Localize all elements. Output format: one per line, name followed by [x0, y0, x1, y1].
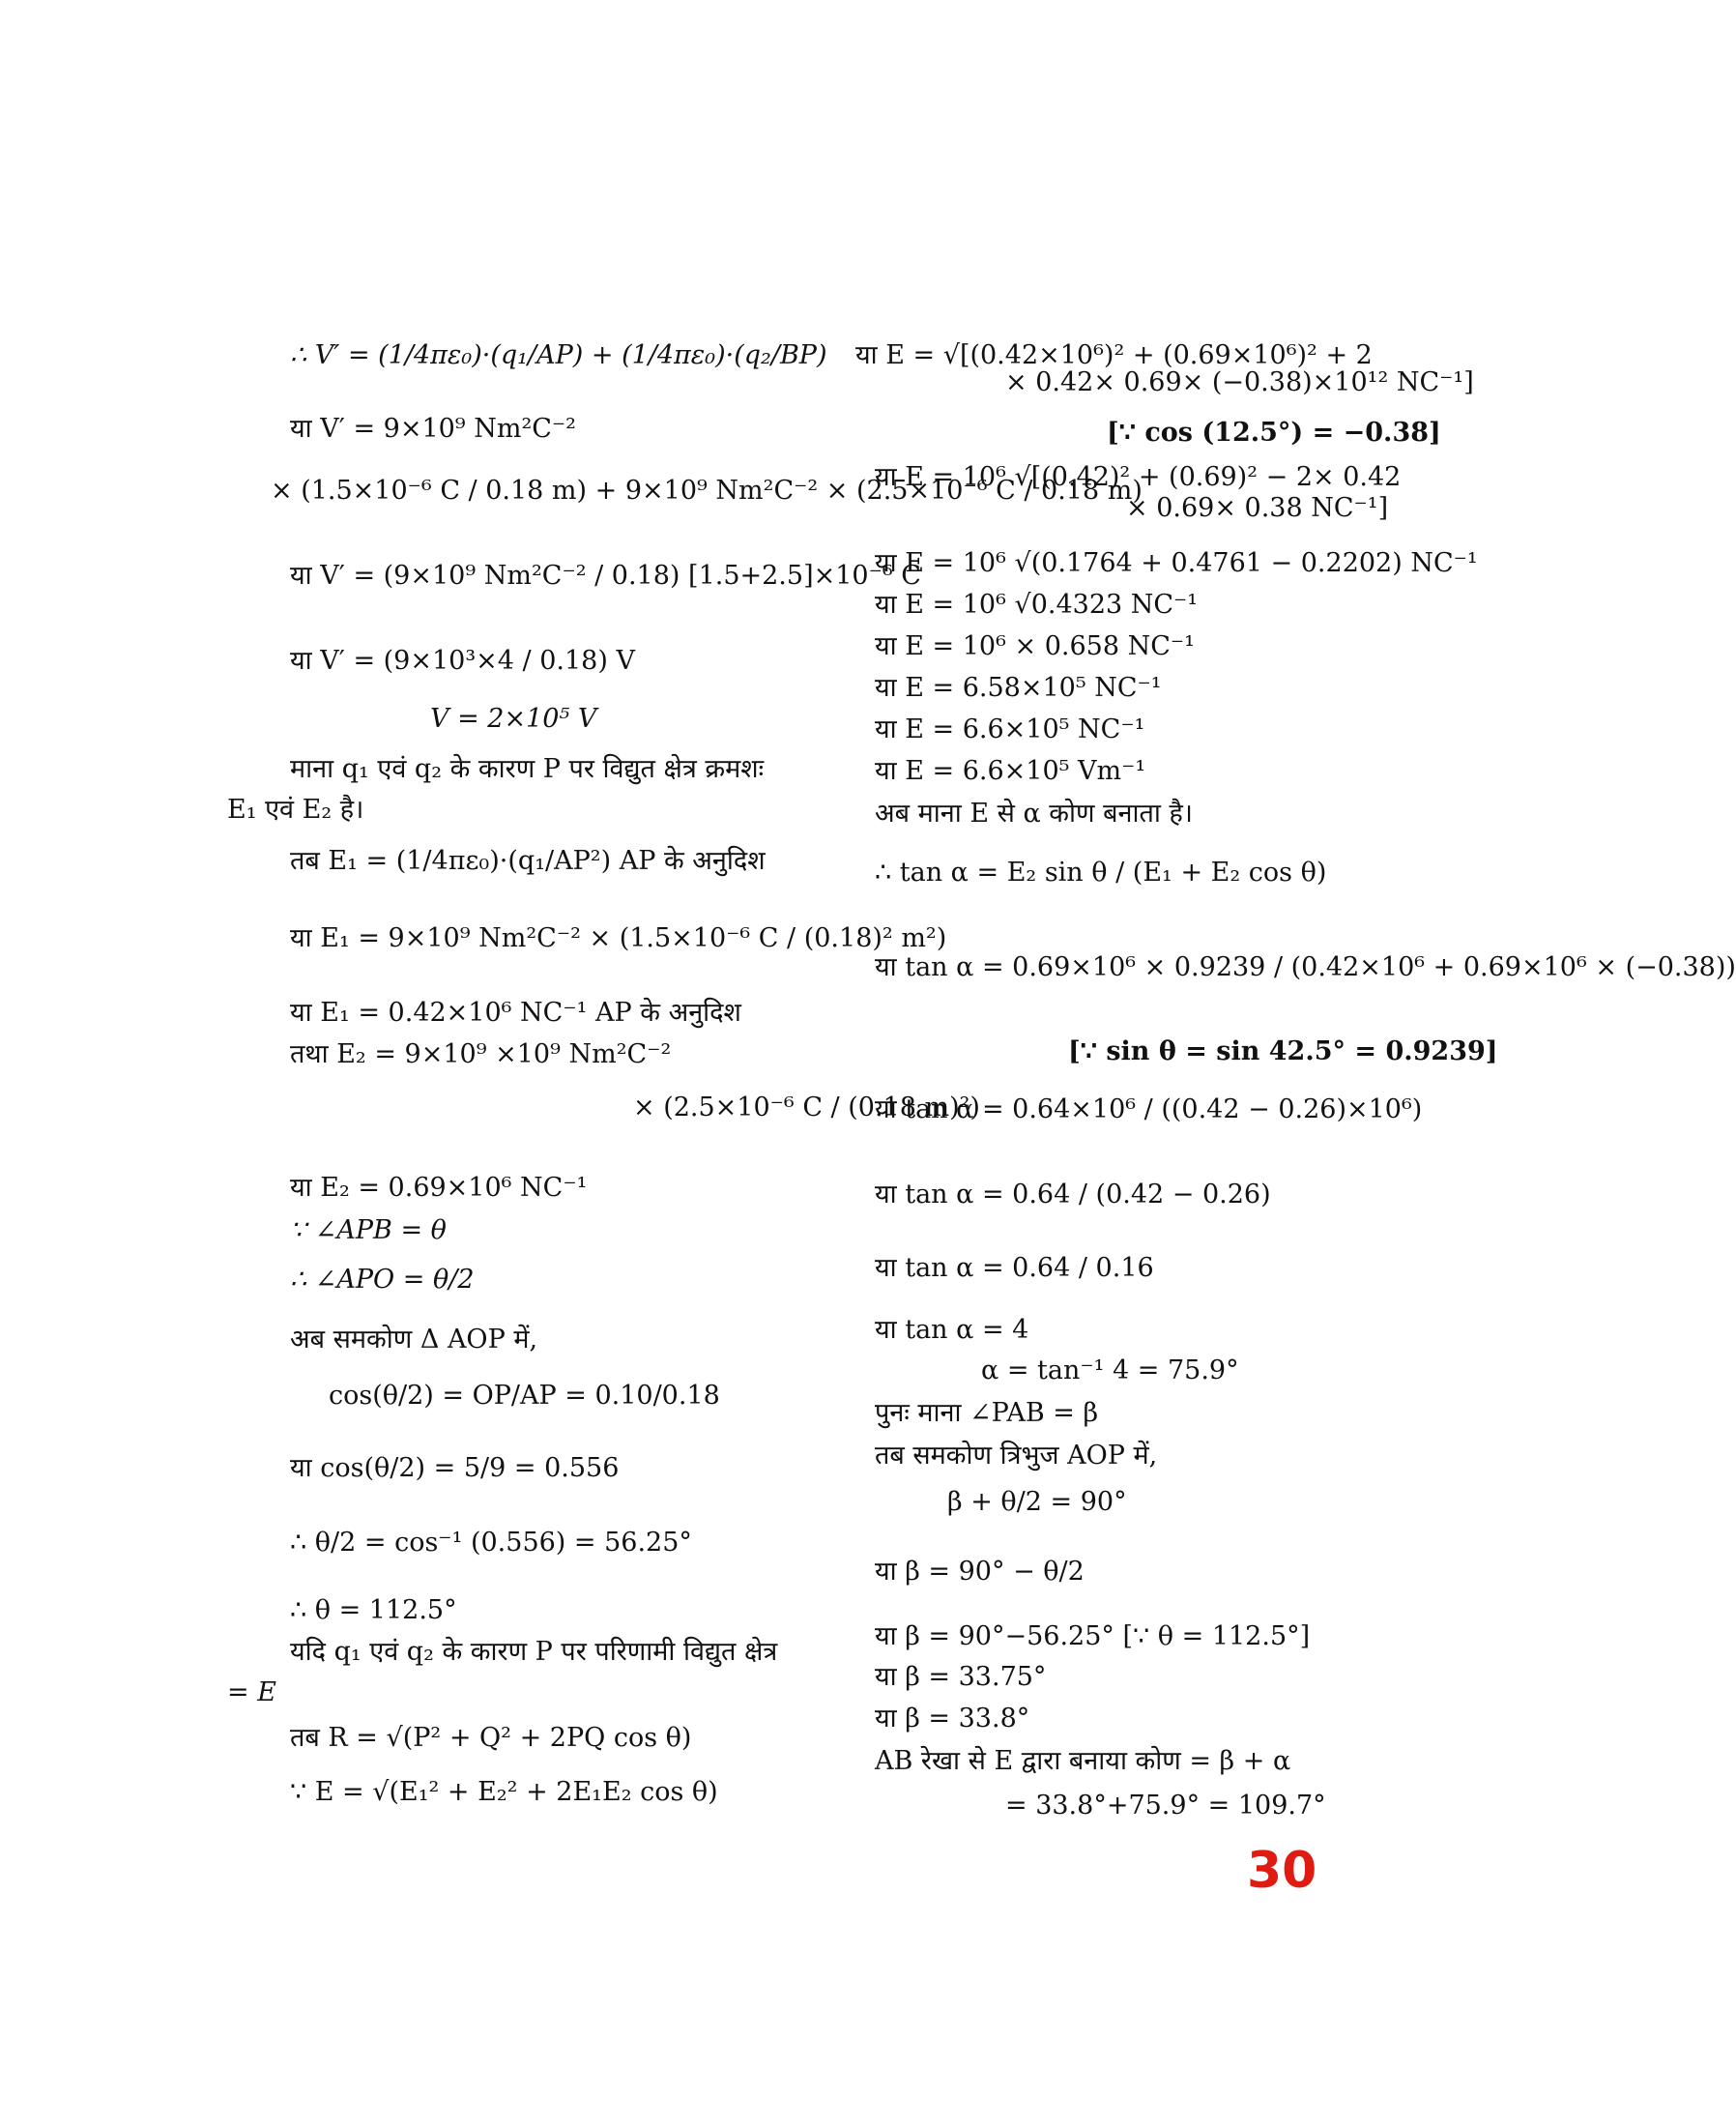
- eq-e-magnitude-2: × 0.42× 0.69× (−0.38)×10¹² NC⁻¹]: [1005, 367, 1474, 397]
- eq-tan-alpha-4: या tan α = 0.64 / (0.42 − 0.26): [875, 1180, 1271, 1209]
- eq-e-sum: या E = 10⁶ √(0.1764 + 0.4761 − 0.2202) NC⁻¹: [875, 548, 1478, 578]
- eq-theta: ∴ θ = 112.5°: [290, 1595, 457, 1625]
- eq-e2-2: × (2.5×10⁻⁶ C / (0.18 m)²): [633, 1093, 980, 1122]
- eq-e-value: या E = 10⁶ × 0.658 NC⁻¹: [875, 631, 1195, 661]
- eq-v-prime-3: × (1.5×10⁻⁶ C / 0.18 m) + 9×10⁹ Nm²C⁻² × (2.5×10⁻⁶ C / 0.18 m): [271, 476, 1143, 506]
- eq-e-value-2: या E = 6.58×10⁵ NC⁻¹: [875, 673, 1162, 703]
- eq-cos-half-theta-2: या cos(θ/2) = 5/9 = 0.556: [290, 1453, 620, 1483]
- eq-v-prime-4: या V′ = (9×10⁹ Nm²C⁻² / 0.18) [1.5+2.5]×10⁻⁶ C: [290, 561, 921, 591]
- eq-alpha-value: α = tan⁻¹ 4 = 75.9°: [981, 1355, 1239, 1385]
- text-resultant-field-2: = E: [227, 1677, 276, 1707]
- eq-e1-2: या E₁ = 9×10⁹ Nm²C⁻² × (1.5×10⁻⁶ C / (0.18)² m²): [290, 923, 947, 953]
- text-assume-fields: माना q₁ एवं q₂ के कारण P पर विद्युत क्षेत्र क्रमशः: [290, 754, 765, 784]
- eq-half-theta: ∴ θ/2 = cos⁻¹ (0.556) = 56.25°: [290, 1528, 692, 1558]
- eq-e-formula: ∵ E = √(E₁² + E₂² + 2E₁E₂ cos θ): [290, 1777, 718, 1807]
- eq-e1: तब E₁ = (1/4πε₀)·(q₁/AP²) AP के अनुदिश: [290, 846, 766, 876]
- page-number: 30: [1247, 1842, 1317, 1900]
- eq-beta-2: या β = 90° − θ/2: [875, 1557, 1085, 1587]
- eq-tan-alpha-5: या tan α = 0.64 / 0.16: [875, 1253, 1154, 1283]
- eq-final-angle: = 33.8°+75.9° = 109.7°: [1005, 1791, 1326, 1821]
- eq-beta-4: या β = 33.75°: [875, 1662, 1047, 1692]
- eq-beta-sum: β + θ/2 = 90°: [947, 1487, 1127, 1517]
- eq-e-factored: या E = 10⁶ √[(0.42)² + (0.69)² − 2× 0.42: [875, 462, 1402, 492]
- eq-tan-alpha-6: या tan α = 4: [875, 1315, 1029, 1345]
- note-cos: [∵ cos (12.5°) = −0.38]: [1107, 418, 1441, 448]
- text-right-triangle-2: तब समकोण त्रिभुज AOP में,: [875, 1441, 1158, 1471]
- text-final-angle: AB रेखा से E द्वारा बनाया कोण = β + α: [875, 1746, 1291, 1776]
- text-resultant-field: यदि q₁ एवं q₂ के कारण P पर परिणामी विद्युत क्षेत्र: [290, 1637, 778, 1667]
- eq-angle-apb: ∵ ∠APB = θ: [290, 1215, 447, 1245]
- eq-angle-apo: ∴ ∠APO = θ/2: [290, 1265, 475, 1295]
- eq-e1-result: या E₁ = 0.42×10⁶ NC⁻¹ AP के अनुदिश: [290, 998, 741, 1028]
- text-beta-angle: पुनः माना ∠PAB = β: [875, 1398, 1099, 1428]
- eq-v-prime: ∴ V′ = (1/4πε₀)·(q₁/AP) + (1/4πε₀)·(q₂/BP): [290, 340, 827, 370]
- note-sin: [∵ sin θ = sin 42.5° = 0.9239]: [1068, 1036, 1498, 1066]
- eq-resultant-formula: तब R = √(P² + Q² + 2PQ cos θ): [290, 1723, 692, 1753]
- eq-e-factored-2: × 0.69× 0.38 NC⁻¹]: [1126, 493, 1389, 523]
- eq-e-sqrt: या E = 10⁶ √0.4323 NC⁻¹: [875, 590, 1199, 620]
- eq-tan-alpha-3: या tan α = 0.64×10⁶ / ((0.42 − 0.26)×10⁶): [875, 1094, 1423, 1124]
- eq-e2-result: या E₂ = 0.69×10⁶ NC⁻¹: [290, 1173, 588, 1203]
- eq-e-magnitude: या E = √[(0.42×10⁶)² + (0.69×10⁶)² + 2: [855, 340, 1373, 370]
- eq-e-value-4: या E = 6.6×10⁵ Vm⁻¹: [875, 756, 1146, 786]
- eq-tan-alpha: ∴ tan α = E₂ sin θ / (E₁ + E₂ cos θ): [875, 858, 1327, 888]
- text-right-triangle: अब समकोण Δ AOP में,: [290, 1325, 538, 1355]
- text-alpha-angle: अब माना E से α कोण बनाता है।: [875, 799, 1194, 829]
- eq-v-result: V = 2×10⁵ V: [430, 704, 597, 734]
- eq-e2: तथा E₂ = 9×10⁹ ×10⁹ Nm²C⁻²: [290, 1039, 672, 1069]
- eq-v-prime-2: या V′ = 9×10⁹ Nm²C⁻²: [290, 414, 577, 444]
- eq-e-value-3: या E = 6.6×10⁵ NC⁻¹: [875, 714, 1145, 744]
- eq-tan-alpha-2: या tan α = 0.69×10⁶ × 0.9239 / (0.42×10⁶ + 0.69×10⁶ × (−0.38)): [875, 952, 1736, 982]
- eq-beta-3: या β = 90°−56.25° [∵ θ = 112.5°]: [875, 1621, 1311, 1651]
- eq-cos-half-theta: cos(θ/2) = OP/AP = 0.10/0.18: [329, 1381, 720, 1411]
- text-assume-fields-2: E₁ एवं E₂ है।: [227, 795, 364, 825]
- eq-v-prime-5: या V′ = (9×10³×4 / 0.18) V: [290, 646, 635, 676]
- eq-beta-5: या β = 33.8°: [875, 1704, 1030, 1734]
